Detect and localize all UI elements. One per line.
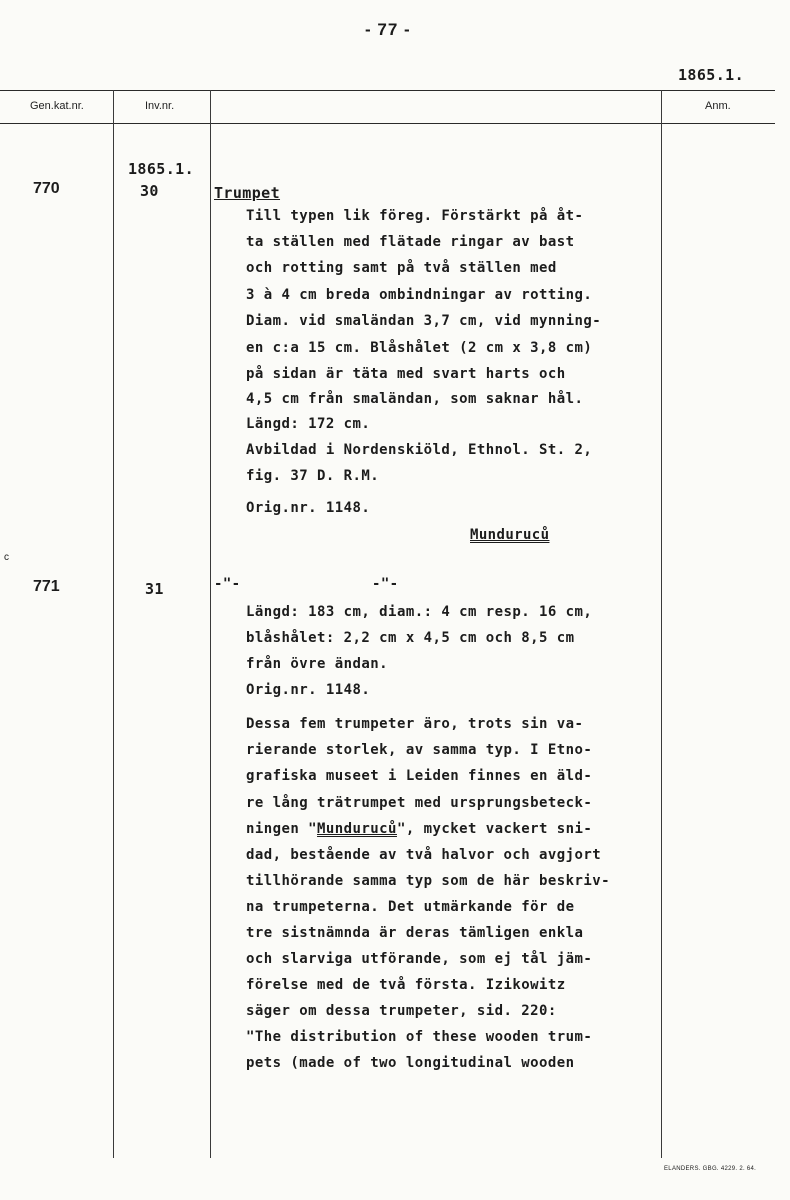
entry1-line-9: Längd: 172 cm.	[246, 416, 371, 432]
notes-line-13: "The distribution of these wooden trum-	[246, 1029, 593, 1045]
entry2-line-2: blåshålet: 2,2 cm x 4,5 cm och 8,5 cm	[246, 630, 575, 646]
notes-line-8: na trumpeterna. Det utmärkande för de	[246, 899, 575, 915]
tribe-label-munduruku: Munduruců	[470, 527, 550, 543]
notes-line-6: dad, bestående av två halvor och avgjort	[246, 847, 602, 863]
notes-line-5-start: ningen "	[246, 821, 318, 837]
genkat-number-770: 770	[33, 180, 60, 197]
entry-title-trumpet: Trumpet	[214, 184, 281, 202]
notes-line-4: re lång trätrumpet med ursprungsbeteck-	[246, 795, 593, 811]
entry1-line-5: Diam. vid smaländan 3,7 cm, vid mynning-	[246, 313, 602, 329]
ditto-mark-1: -"-	[214, 576, 241, 592]
entry1-line-1: Till typen lik föreg. Förstärkt på åt-	[246, 208, 584, 224]
notes-line-3: grafiska museet i Leiden finnes en äld-	[246, 768, 593, 784]
page-number: - 77 -	[365, 20, 411, 39]
notes-line-10: och slarviga utförande, som ej tål jäm-	[246, 951, 593, 967]
entry1-line-4: 3 à 4 cm breda ombindningar av rotting.	[246, 287, 593, 303]
margin-mark: c	[4, 552, 9, 563]
notes-line-9: tre sistnämnda är deras tämligen enkla	[246, 925, 584, 941]
header-bottom-rule	[0, 123, 775, 124]
notes-line-12: säger om dessa trumpeter, sid. 220:	[246, 1003, 557, 1019]
entry1-line-2: ta ställen med flätade ringar av bast	[246, 234, 575, 250]
notes-tribe-munduruku: Munduruců	[317, 821, 397, 837]
entry1-line-3: och rotting samt på två ställen med	[246, 260, 557, 276]
entry1-line-8: 4,5 cm från smaländan, som saknar hål.	[246, 391, 584, 407]
entry1-line-6: en c:a 15 cm. Blåshålet (2 cm x 3,8 cm)	[246, 340, 593, 356]
entry2-orig-number: Orig.nr. 1148.	[246, 682, 371, 698]
column-header-genkat: Gen.kat.nr.	[30, 100, 84, 112]
notes-line-14: pets (made of two longitudinal wooden	[246, 1055, 575, 1071]
notes-line-1: Dessa fem trumpeter äro, trots sin va-	[246, 716, 584, 732]
genkat-number-771: 771	[33, 578, 60, 595]
notes-line-5	[246, 821, 592, 837]
column-divider-anm	[661, 90, 662, 1158]
inv-number-30: 30	[140, 182, 159, 200]
year-header: 1865.1.	[678, 66, 745, 84]
entry2-line-3: från övre ändan.	[246, 656, 389, 672]
entry1-orig-number: Orig.nr. 1148.	[246, 500, 371, 516]
entry2-line-1: Längd: 183 cm, diam.: 4 cm resp. 16 cm,	[246, 604, 593, 620]
notes-line-2: rierande storlek, av samma typ. I Etno-	[246, 742, 593, 758]
notes-line-11: förelse med de två första. Izikowitz	[246, 977, 566, 993]
column-divider-genkat	[113, 90, 114, 1158]
entry1-line-11: fig. 37 D. R.M.	[246, 468, 380, 484]
entry1-line-7: på sidan är täta med svart harts och	[246, 366, 566, 382]
column-header-anm: Anm.	[705, 100, 731, 112]
column-divider-inv	[210, 90, 211, 1158]
notes-line-5-end: ", mycket vackert sni-	[396, 821, 593, 837]
notes-line-7: tillhörande samma typ som de här beskriv-	[246, 873, 611, 889]
header-top-rule	[0, 90, 775, 91]
collection-number: 1865.1.	[128, 160, 195, 178]
inv-number-31: 31	[145, 580, 164, 598]
printer-imprint: ELANDERS. GBG. 4229. 2. 64.	[664, 1166, 757, 1172]
entry1-line-10: Avbildad i Nordenskiöld, Ethnol. St. 2,	[246, 442, 593, 458]
ditto-mark-2: -"-	[372, 576, 399, 592]
column-header-inv: Inv.nr.	[145, 100, 175, 112]
